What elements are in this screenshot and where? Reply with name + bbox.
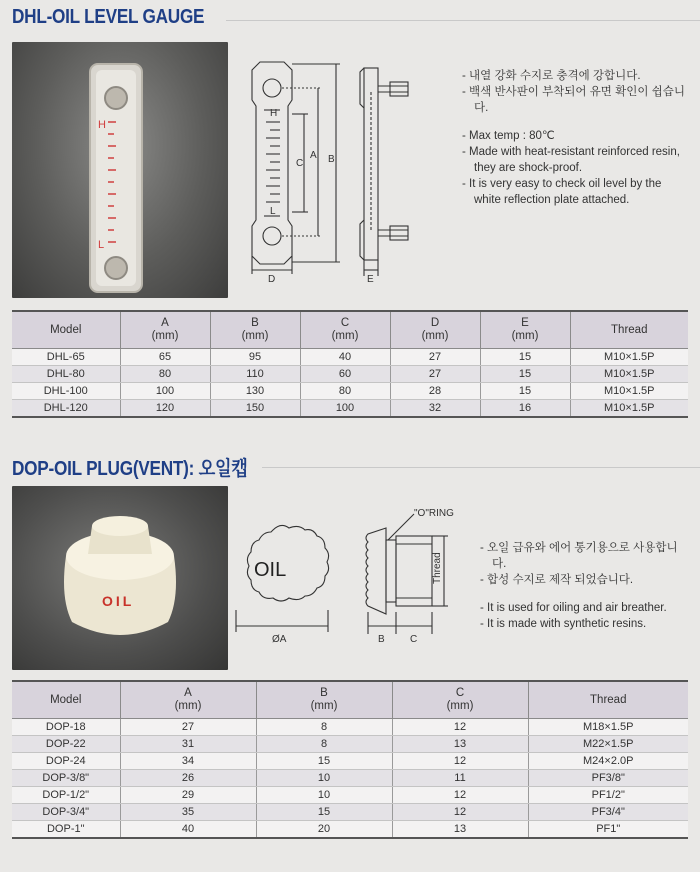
table-row: [12, 719, 688, 736]
table-cell: 27: [390, 349, 480, 366]
drawing-l-label: L: [270, 206, 276, 217]
column-header: Thread: [528, 681, 688, 719]
desc-kr-line: - 내열 강화 수지로 충격에 강합니다.: [462, 70, 641, 82]
column-header: D (mm): [390, 311, 480, 349]
desc-en-line: - Max temp : 80℃: [462, 130, 555, 142]
table-cell: 12: [392, 719, 528, 736]
table-row: [12, 400, 688, 418]
table-cell: 40: [300, 349, 390, 366]
table-cell: DOP-24: [12, 753, 120, 770]
table-cell: DHL-80: [12, 366, 120, 383]
table-cell: 65: [120, 349, 210, 366]
table-cell: M18×1.5P: [528, 719, 688, 736]
table-row: [12, 770, 688, 787]
dop-section-title: DOP-OIL PLUG(VENT): 오일캡: [12, 458, 248, 480]
desc-en-line: - It is very easy to check oil level by the white reflection plate attached.: [462, 178, 662, 206]
table-cell: PF1/2": [528, 787, 688, 804]
table-cell: 100: [120, 383, 210, 400]
table-cell: DHL-120: [12, 400, 120, 418]
table-cell: 27: [390, 366, 480, 383]
table-cell: 28: [390, 383, 480, 400]
table-cell: DOP-3/4": [12, 804, 120, 821]
table-cell: PF3/4": [528, 804, 688, 821]
table-cell: 110: [210, 366, 300, 383]
drawing-h-label: H: [270, 108, 278, 119]
table-cell: 13: [392, 821, 528, 839]
table-cell: 15: [256, 753, 392, 770]
column-header: Model: [12, 311, 120, 349]
dhl-description: [462, 68, 688, 208]
desc-kr-line: - 백색 반사판이 부착되어 유면 확인이 쉽습니다.: [462, 86, 685, 114]
table-cell: 12: [392, 804, 528, 821]
column-header: A (mm): [120, 681, 256, 719]
table-cell: 80: [120, 366, 210, 383]
column-header: C (mm): [300, 311, 390, 349]
table-cell: M10×1.5P: [570, 400, 688, 418]
drawing-d-label: D: [268, 274, 276, 282]
dop-description: [480, 540, 690, 632]
oil-plug-photo: [12, 486, 228, 670]
table-row: [12, 804, 688, 821]
table-cell: PF3/8": [528, 770, 688, 787]
table-row: [12, 383, 688, 400]
table-cell: 11: [392, 770, 528, 787]
photo-l-mark: L: [98, 239, 105, 251]
drawing-b-label: B: [378, 634, 385, 645]
table-cell: 60: [300, 366, 390, 383]
table-cell: DOP-18: [12, 719, 120, 736]
drawing-thread-label: Thread: [432, 552, 443, 584]
table-cell: 8: [256, 719, 392, 736]
table-cell: 29: [120, 787, 256, 804]
column-header: Model: [12, 681, 120, 719]
dhl-section-title: DHL-OIL LEVEL GAUGE: [12, 6, 205, 28]
table-cell: 16: [480, 400, 570, 418]
table-cell: 13: [392, 736, 528, 753]
table-cell: 27: [120, 719, 256, 736]
table-cell: 12: [392, 787, 528, 804]
title-divider: [262, 467, 700, 468]
table-header-row: [12, 311, 688, 349]
table-cell: M24×2.0P: [528, 753, 688, 770]
column-header: B (mm): [256, 681, 392, 719]
table-cell: 150: [210, 400, 300, 418]
table-cell: 120: [120, 400, 210, 418]
table-cell: 10: [256, 787, 392, 804]
desc-en-line: - It is used for oiling and air breather.: [480, 602, 667, 614]
desc-kr-line: - 합성 수지로 제작 되었습니다.: [480, 574, 634, 586]
table-cell: 26: [120, 770, 256, 787]
table-cell: PF1": [528, 821, 688, 839]
table-header-row: [12, 681, 688, 719]
drawing-e-label: E: [367, 274, 374, 282]
table-cell: 8: [256, 736, 392, 753]
dhl-spec-table: [12, 310, 688, 418]
table-cell: 20: [256, 821, 392, 839]
table-cell: 15: [480, 366, 570, 383]
table-cell: DHL-100: [12, 383, 120, 400]
table-cell: 80: [300, 383, 390, 400]
table-cell: 40: [120, 821, 256, 839]
dop-dimension-drawing: [228, 500, 468, 650]
table-row: [12, 736, 688, 753]
column-header: B (mm): [210, 311, 300, 349]
drawing-phi-a-label: ØA: [272, 634, 287, 645]
drawing-oring-label: "O"RING: [414, 508, 454, 519]
table-cell: 31: [120, 736, 256, 753]
desc-kr-line: - 오일 급유와 에어 통기용으로 사용합니다.: [480, 542, 678, 570]
column-header: E (mm): [480, 311, 570, 349]
table-cell: 35: [120, 804, 256, 821]
drawing-b-label: B: [328, 154, 335, 165]
desc-en-line: - It is made with synthetic resins.: [480, 618, 647, 630]
plug-oil-label: OIL: [102, 593, 135, 609]
table-row: [12, 821, 688, 839]
table-row: [12, 349, 688, 366]
table-row: [12, 366, 688, 383]
table-cell: 12: [392, 753, 528, 770]
title-divider: [226, 20, 700, 21]
table-cell: 100: [300, 400, 390, 418]
table-cell: 130: [210, 383, 300, 400]
drawing-c-label: C: [296, 158, 304, 169]
table-cell: M22×1.5P: [528, 736, 688, 753]
drawing-c-label: C: [410, 634, 418, 645]
table-cell: 15: [480, 383, 570, 400]
table-cell: DOP-1": [12, 821, 120, 839]
table-cell: M10×1.5P: [570, 349, 688, 366]
photo-h-mark: H: [98, 119, 106, 131]
table-cell: 95: [210, 349, 300, 366]
column-header: Thread: [570, 311, 688, 349]
desc-en-line: - Made with heat-resistant reinforced resin, they are shock-proof.: [462, 146, 680, 174]
table-cell: DOP-1/2": [12, 787, 120, 804]
table-cell: DHL-65: [12, 349, 120, 366]
table-row: [12, 753, 688, 770]
dhl-dimension-drawing: [232, 52, 422, 282]
dop-spec-table: [12, 680, 688, 839]
column-header: A (mm): [120, 311, 210, 349]
table-cell: DOP-22: [12, 736, 120, 753]
drawing-a-label: A: [310, 150, 317, 161]
table-cell: 10: [256, 770, 392, 787]
table-cell: M10×1.5P: [570, 366, 688, 383]
table-cell: 15: [256, 804, 392, 821]
table-cell: M10×1.5P: [570, 383, 688, 400]
table-cell: DOP-3/8": [12, 770, 120, 787]
table-cell: 34: [120, 753, 256, 770]
table-row: [12, 787, 688, 804]
column-header: C (mm): [392, 681, 528, 719]
table-cell: 32: [390, 400, 480, 418]
drawing-oil-label: OIL: [254, 559, 287, 581]
oil-level-gauge-photo: [12, 42, 228, 298]
table-cell: 15: [480, 349, 570, 366]
